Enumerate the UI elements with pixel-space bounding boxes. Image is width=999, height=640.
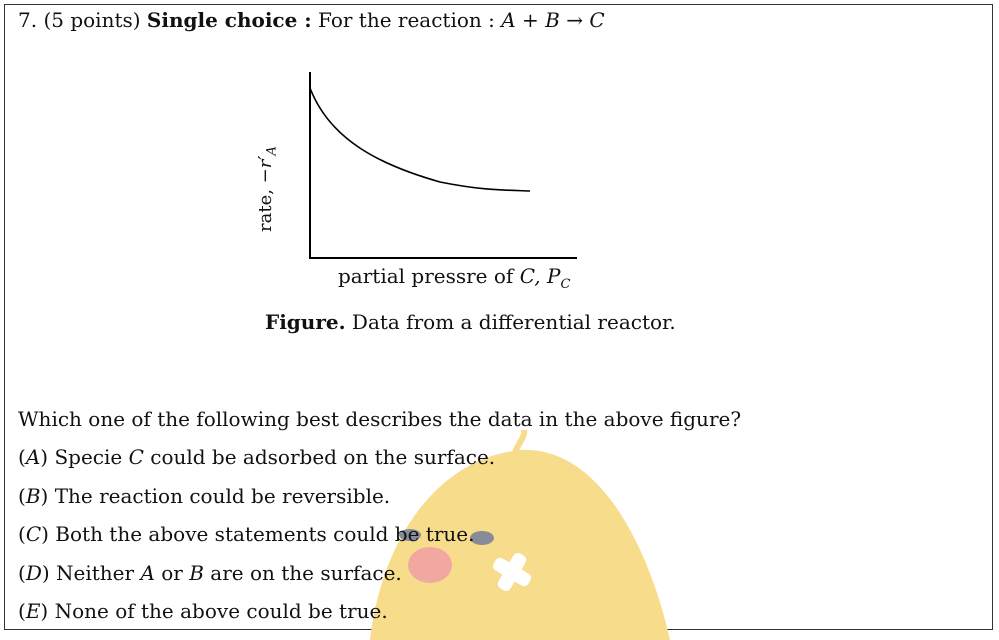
mascot-cheek bbox=[408, 547, 452, 583]
question-prompt: For the reaction : bbox=[318, 8, 495, 32]
x-axis-label: partial pressre of C, $P_C$ bbox=[338, 264, 571, 292]
y-axis-label: rate, $-r'_A$ bbox=[255, 146, 280, 232]
question-points: (5 points) bbox=[43, 8, 141, 32]
option-c[interactable]: (C) Both the above statements could be true. bbox=[18, 522, 475, 546]
reaction-equation: A + B → C bbox=[501, 8, 605, 32]
option-b[interactable]: (B) The reaction could be reversible. bbox=[18, 484, 391, 508]
question-number: 7. bbox=[18, 8, 38, 32]
rate-curve bbox=[310, 88, 530, 191]
option-e[interactable]: (E) None of the above could be true. bbox=[18, 599, 388, 623]
mascot-tuft bbox=[515, 430, 524, 452]
question-header bbox=[18, 8, 605, 32]
rate-plot bbox=[250, 60, 600, 290]
question-text: Which one of the following best describes the data in the above figure? bbox=[18, 407, 742, 431]
option-d[interactable]: (D) Neither A or B are on the surface. bbox=[18, 561, 402, 585]
figure-caption: Figure. Data from a differential reactor. bbox=[265, 310, 676, 334]
option-a[interactable]: (A) Specie C could be adsorbed on the surface. bbox=[18, 445, 496, 469]
question-type: Single choice : bbox=[146, 8, 312, 32]
